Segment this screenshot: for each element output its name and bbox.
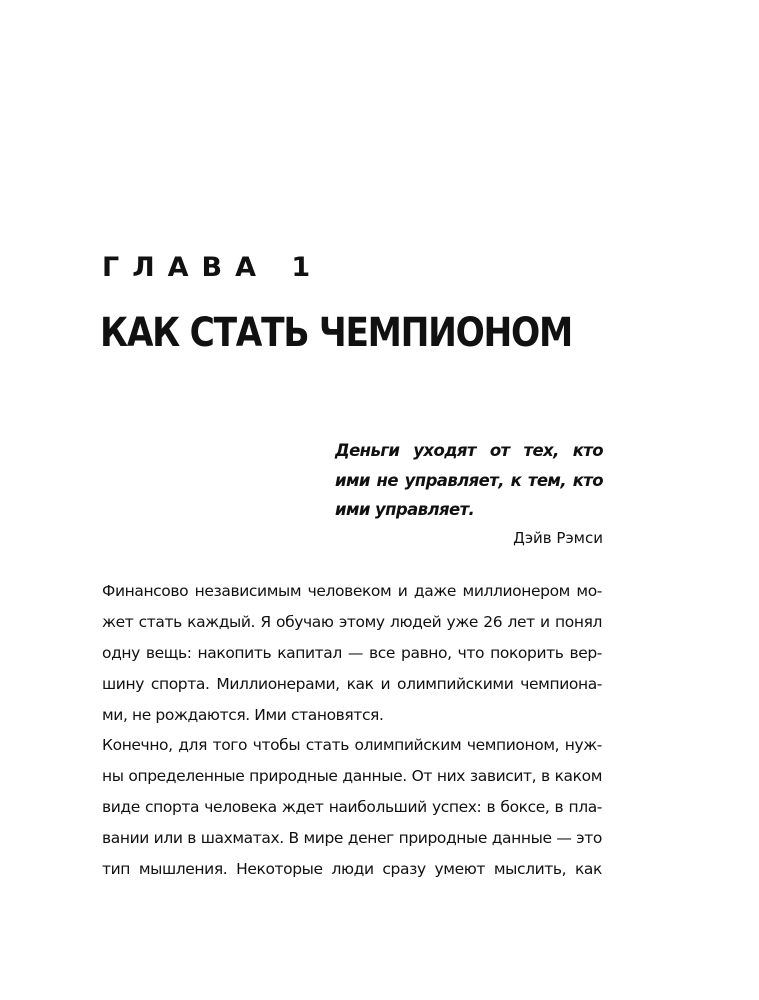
paragraph-line: ми, не рождаются. Ими становятся. [102,706,384,724]
paragraph-line: ны определенные природные данные. От них зависит, в каком [102,767,602,785]
epigraph-author: Дэйв Рэмси [513,528,603,547]
paragraph-1 [102,576,602,731]
paragraph-line: виде спорта человека ждет наибольший успех: в боксе, в пла- [102,798,602,816]
paragraph-line: одну вещь: накопить капитал — все равно, что покорить вер- [102,644,602,662]
chapter-label: ГЛАВА 1 [102,252,324,283]
epigraph-quote: Деньги уходят от тех, кто ими не управляет, к тем, кто ими управляет. [335,441,603,519]
paragraph-2 [102,730,602,878]
paragraph-line: шину спорта. Миллионерами, как и олимпийскими чемпиона- [102,675,602,693]
paragraph-line: Финансово независимым человеком и даже миллионером мо- [102,582,602,600]
paragraph-line: жет стать каждый. Я обучаю этому людей уже 26 лет и понял [102,613,602,631]
paragraph-line: тип мышления. Некоторые люди сразу умеют мыслить, как [102,860,602,878]
epigraph [335,436,603,547]
paragraph-line: вании или в шахматах. В мире денег природные данные — это [102,829,602,847]
paragraph-line: Конечно, для того чтобы стать олимпийским чемпионом, нуж- [102,736,602,754]
chapter-title: КАК СТАТЬ ЧЕМПИОНОМ [100,310,572,356]
